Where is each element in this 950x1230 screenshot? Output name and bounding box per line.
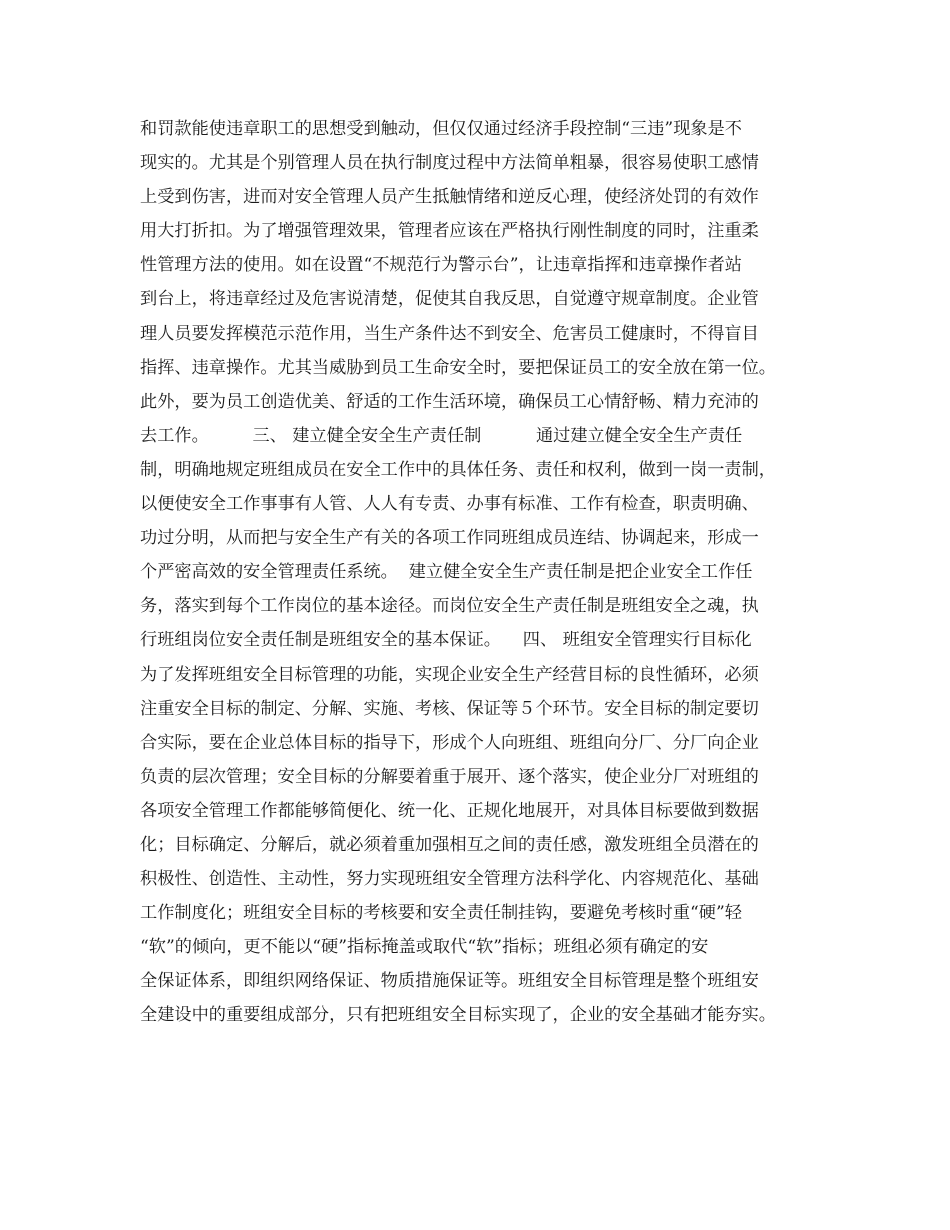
text-line: 性管理方法的使用。如在设置“不规范行为警示台”，让违章指挥和违章操作者站 — [140, 255, 742, 276]
text-line: 为了发挥班组安全目标管理的功能，实现企业安全生产经营目标的良性循环，必须 — [140, 664, 759, 685]
text-line: 各项安全管理工作都能够简便化、统一化、正规化地展开，对具体目标要做到数据 — [140, 800, 759, 821]
text-line: 合实际，要在企业总体目标的指导下，形成个人向班组、班组向分厂、分厂向企业 — [140, 732, 759, 753]
text-line: 以便使安全工作事事有人管、人人有专责、办事有标准、工作有检查，职责明确、 — [140, 494, 759, 515]
text-line: 功过分明，从而把与安全生产有关的各项工作同班组成员连结、协调起来，形成一 — [140, 528, 759, 549]
text-line: 用大打折扣。为了增强管理效果，管理者应该在严格执行刚性制度的同时，注重柔 — [140, 221, 759, 242]
text-line: 指挥、违章操作。尤其当威胁到员工生命安全时，要把保证员工的安全放在第一位。 — [140, 357, 776, 378]
text-line: 化；目标确定、分解后，就必须着重加强相互之间的责任感，激发班组全员潜在的 — [140, 834, 759, 855]
text-line: “软”的倾向，更不能以“硬”指标掩盖或取代“软”指标；班组必须有确定的安 — [140, 937, 709, 958]
text-line: 理人员要发挥模范示范作用，当生产条件达不到安全、危害员工健康时，不得盲目 — [140, 323, 759, 344]
text-line: 注重安全目标的制定、分解、实施、考核、保证等５个环节。安全目标的制定要切 — [140, 698, 759, 719]
body-text — [140, 112, 830, 1033]
text-line: 积极性、创造性、主动性，努力实现班组安全管理方法科学化、内容规范化、基础 — [140, 869, 759, 890]
text-line: 到台上，将违章经过及危害说清楚，促使其自我反思，自觉遵守规章制度。企业管 — [140, 289, 759, 310]
text-line: 工作制度化；班组安全目标的考核要和安全责任制挂钩，要避免考核时重“硬”轻 — [140, 903, 742, 924]
text-line: 负责的层次管理；安全目标的分解要着重于展开、逐个落实，使企业分厂对班组的 — [140, 766, 759, 787]
text-line: 全保证体系，即组织网络保证、物质措施保证等。班组安全目标管理是整个班组安 — [140, 971, 759, 992]
text-line: 制，明确地规定班组成员在安全工作中的具体任务、责任和权利，做到一岗一责制， — [140, 459, 776, 480]
text-line: 全建设中的重要组成部分，只有把班组安全目标实现了，企业的安全基础才能夯实。 — [140, 1005, 776, 1026]
text-line: 上受到伤害，进而对安全管理人员产生抵触情绪和逆反心理，使经济处罚的有效作 — [140, 187, 759, 208]
text-line-section-heading-4: 行班组岗位安全责任制是班组安全的基本保证。 四、 班组安全管理实行目标化 — [140, 630, 752, 651]
text-line: 个严密高效的安全管理责任系统。 建立健全安全生产责任制是把企业安全工作任 — [140, 562, 753, 583]
text-line: 和罚款能使违章职工的思想受到触动，但仅仅通过经济手段控制“三违”现象是不 — [140, 119, 742, 139]
text-line: 此外，要为员工创造优美、舒适的工作生活环境，确保员工心情舒畅、精力充沛的 — [140, 391, 759, 412]
text-line: 现实的。尤其是个别管理人员在执行制度过程中方法简单粗暴，很容易使职工感情 — [140, 153, 759, 174]
text-line: 务，落实到每个工作岗位的基本途径。而岗位安全生产责任制是班组安全之魂，执 — [140, 596, 759, 617]
text-line-section-heading-3: 去工作。 三、 建立健全安全生产责任制 通过建立健全安全生产责任 — [140, 425, 743, 446]
